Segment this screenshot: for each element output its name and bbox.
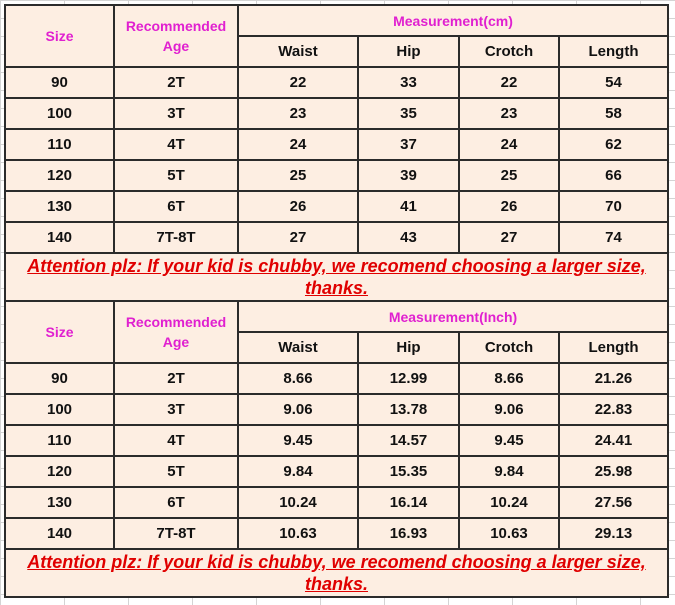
length-cell: 54 — [559, 67, 668, 98]
size-cell: 130 — [5, 191, 114, 222]
crotch-cell: 26 — [459, 191, 559, 222]
length-cell: 70 — [559, 191, 668, 222]
hip-cell: 16.14 — [358, 487, 459, 518]
waist-header-cm: Waist — [238, 36, 358, 67]
waist-cell: 10.24 — [238, 487, 358, 518]
size-cell: 140 — [5, 518, 114, 549]
table-row — [5, 456, 668, 487]
age-header-inch: Recommended Age — [114, 301, 238, 363]
crotch-cell: 27 — [459, 222, 559, 253]
length-cell: 25.98 — [559, 456, 668, 487]
size-cell: 140 — [5, 222, 114, 253]
waist-cell: 25 — [238, 160, 358, 191]
length-cell: 22.83 — [559, 394, 668, 425]
size-header-inch: Size — [5, 301, 114, 363]
crotch-cell: 10.24 — [459, 487, 559, 518]
crotch-cell: 22 — [459, 67, 559, 98]
hip-cell: 37 — [358, 129, 459, 160]
age-header-cm: Recommended Age — [114, 5, 238, 67]
hip-cell: 41 — [358, 191, 459, 222]
size-chart-table — [4, 4, 669, 598]
table-row — [5, 425, 668, 456]
length-cell: 58 — [559, 98, 668, 129]
measurement-cm-header: Measurement(cm) — [238, 5, 668, 36]
crotch-cell: 10.63 — [459, 518, 559, 549]
age-cell: 2T — [114, 363, 238, 394]
waist-cell: 27 — [238, 222, 358, 253]
crotch-header-cm: Crotch — [459, 36, 559, 67]
table-row — [5, 518, 668, 549]
size-cell: 100 — [5, 394, 114, 425]
size-cell: 110 — [5, 425, 114, 456]
waist-header-inch: Waist — [238, 332, 358, 363]
length-cell: 27.56 — [559, 487, 668, 518]
table-row — [5, 160, 668, 191]
measurement-inch-header: Measurement(Inch) — [238, 301, 668, 332]
age-cell: 4T — [114, 129, 238, 160]
length-cell: 62 — [559, 129, 668, 160]
age-cell: 3T — [114, 98, 238, 129]
crotch-cell: 23 — [459, 98, 559, 129]
waist-cell: 9.84 — [238, 456, 358, 487]
size-cell: 90 — [5, 67, 114, 98]
size-cell: 90 — [5, 363, 114, 394]
crotch-cell: 25 — [459, 160, 559, 191]
waist-cell: 10.63 — [238, 518, 358, 549]
waist-cell: 9.45 — [238, 425, 358, 456]
table-row — [5, 67, 668, 98]
hip-cell: 13.78 — [358, 394, 459, 425]
waist-cell: 22 — [238, 67, 358, 98]
hip-cell: 33 — [358, 67, 459, 98]
length-cell: 29.13 — [559, 518, 668, 549]
table-row — [5, 191, 668, 222]
hip-cell: 39 — [358, 160, 459, 191]
size-cell: 100 — [5, 98, 114, 129]
crotch-cell: 24 — [459, 129, 559, 160]
age-cell: 6T — [114, 191, 238, 222]
size-header-cm: Size — [5, 5, 114, 67]
table-row — [5, 487, 668, 518]
table-row — [5, 222, 668, 253]
hip-cell: 12.99 — [358, 363, 459, 394]
attention-note: Attention plz: If your kid is chubby, we recomend choosing a larger size, thanks. — [5, 549, 668, 597]
length-cell: 21.26 — [559, 363, 668, 394]
length-cell: 66 — [559, 160, 668, 191]
age-cell: 7T-8T — [114, 518, 238, 549]
hip-cell: 15.35 — [358, 456, 459, 487]
table-row — [5, 394, 668, 425]
hip-header-cm: Hip — [358, 36, 459, 67]
attention-note: Attention plz: If your kid is chubby, we recomend choosing a larger size, thanks. — [5, 253, 668, 301]
hip-cell: 35 — [358, 98, 459, 129]
age-cell: 5T — [114, 456, 238, 487]
table-row — [5, 129, 668, 160]
age-cell: 5T — [114, 160, 238, 191]
length-cell: 24.41 — [559, 425, 668, 456]
size-cell: 130 — [5, 487, 114, 518]
crotch-cell: 9.45 — [459, 425, 559, 456]
crotch-cell: 9.84 — [459, 456, 559, 487]
length-cell: 74 — [559, 222, 668, 253]
age-cell: 3T — [114, 394, 238, 425]
crotch-cell: 9.06 — [459, 394, 559, 425]
hip-cell: 43 — [358, 222, 459, 253]
age-cell: 7T-8T — [114, 222, 238, 253]
hip-cell: 16.93 — [358, 518, 459, 549]
table-row — [5, 98, 668, 129]
crotch-header-inch: Crotch — [459, 332, 559, 363]
size-cell: 120 — [5, 160, 114, 191]
waist-cell: 24 — [238, 129, 358, 160]
age-cell: 2T — [114, 67, 238, 98]
table-row — [5, 363, 668, 394]
size-cell: 120 — [5, 456, 114, 487]
crotch-cell: 8.66 — [459, 363, 559, 394]
waist-cell: 8.66 — [238, 363, 358, 394]
length-header-inch: Length — [559, 332, 668, 363]
hip-header-inch: Hip — [358, 332, 459, 363]
age-cell: 4T — [114, 425, 238, 456]
size-cell: 110 — [5, 129, 114, 160]
waist-cell: 9.06 — [238, 394, 358, 425]
length-header-cm: Length — [559, 36, 668, 67]
hip-cell: 14.57 — [358, 425, 459, 456]
waist-cell: 23 — [238, 98, 358, 129]
age-cell: 6T — [114, 487, 238, 518]
waist-cell: 26 — [238, 191, 358, 222]
